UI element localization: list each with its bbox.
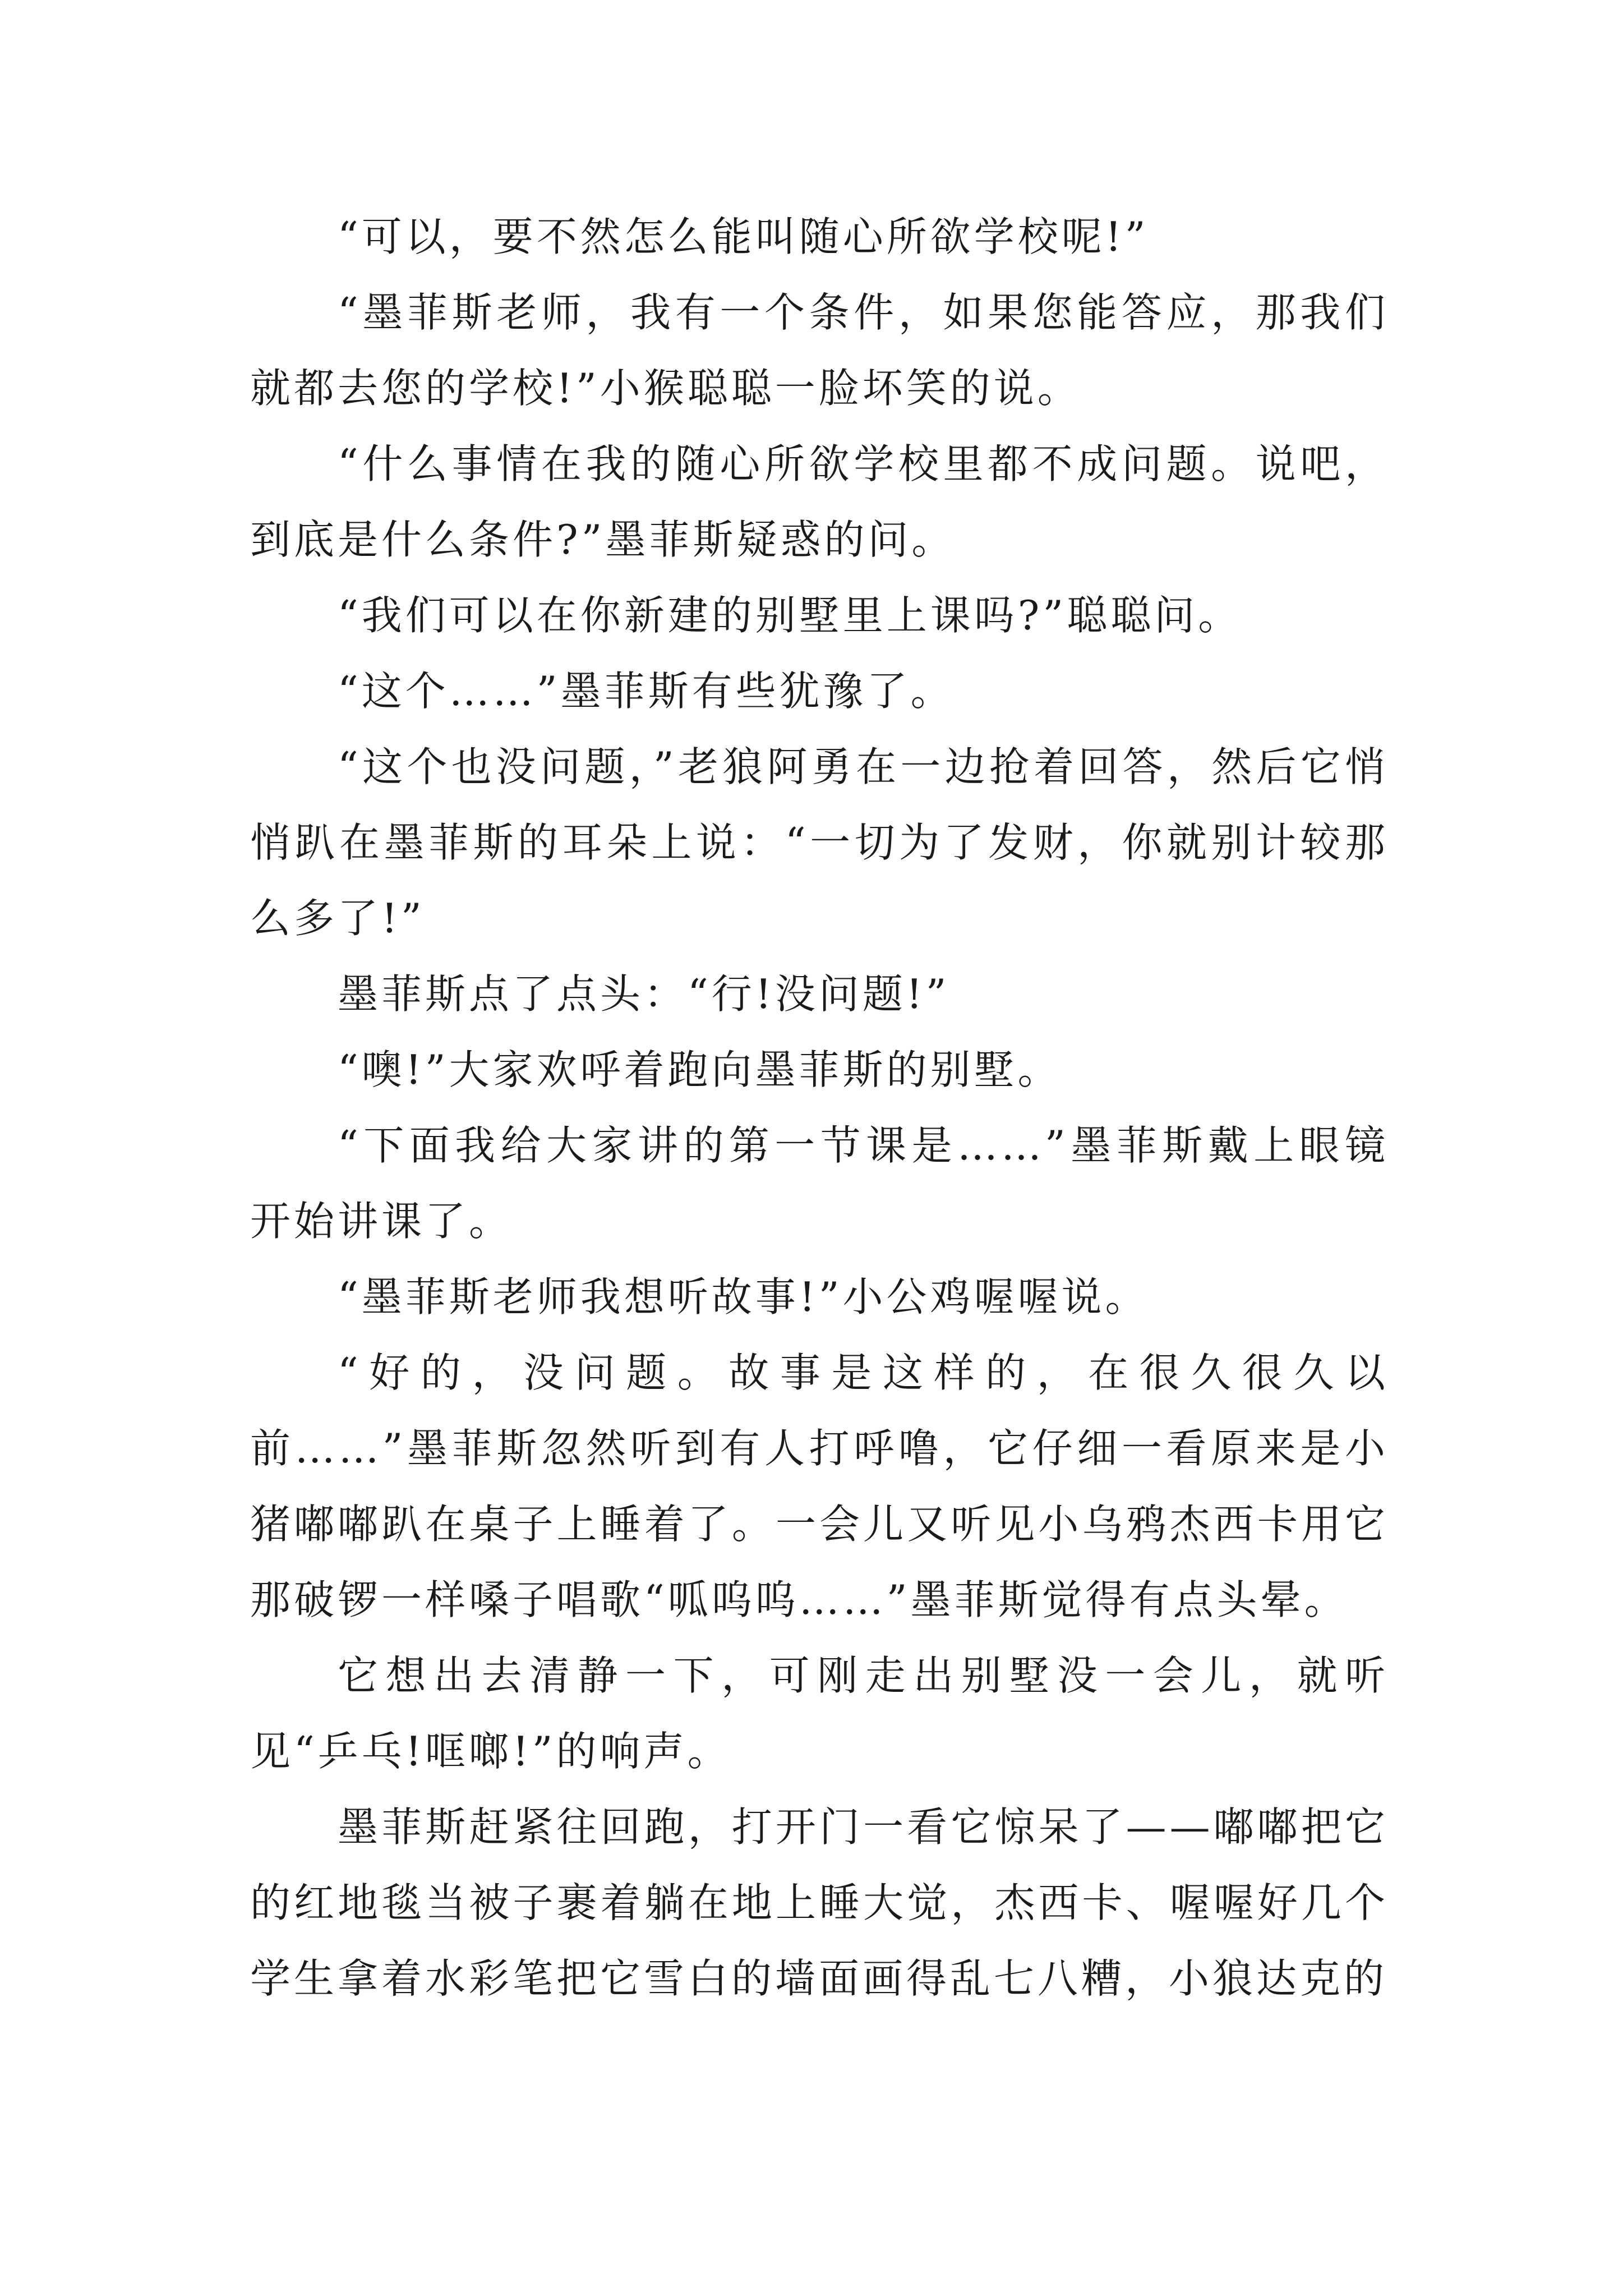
paragraph-8: “噢!”大家欢呼着跑向墨菲斯的别墅。 — [338, 1046, 1062, 1093]
story-text — [250, 199, 1389, 2017]
paragraph-11: “好的，没问题。故事是这样的，在很久很久以前……”墨菲斯忽然听到有人打呼噜，它仔细一看原来是小猪嘟嘟趴在桌子上睡着了。一会儿又听见小乌鸦杰西卡用它那破锣一样嗓子唱歌“呱呜呜……”墨菲斯觉得有点头晕。 — [250, 1349, 1389, 1623]
paragraph-7: 墨菲斯点了点头：“行!没问题!” — [338, 970, 950, 1018]
paragraph-6: “这个也没问题，”老狼阿勇在一边抢着回答，然后它悄悄趴在墨菲斯的耳朵上说：“一切为了发财，你就别计较那么多了!” — [250, 743, 1389, 942]
paragraph-12: 它想出去清静一下，可刚走出别墅没一会儿，就听见“乒乓!哐啷!”的响声。 — [250, 1652, 1389, 1775]
paragraph-13: 墨菲斯赶紧往回跑，打开门一看它惊呆了——嘟嘟把它的红地毯当被子裹着躺在地上睡大觉，杰西卡、喔喔好几个学生拿着水彩笔把它雪白的墙面画得乱七八糟，小狼达克的 — [250, 1803, 1389, 2002]
paragraph-2: “墨菲斯老师，我有一个条件，如果您能答应，那我们就都去您的学校!”小猴聪聪一脸坏笑的说。 — [250, 289, 1389, 412]
paragraph-9: “下面我给大家讲的第一节课是……”墨菲斯戴上眼镜开始讲课了。 — [250, 1122, 1389, 1245]
paragraph-10: “墨菲斯老师我想听故事!”小公鸡喔喔说。 — [338, 1273, 1149, 1320]
paragraph-4: “我们可以在你新建的别墅里上课吗?”聪聪问。 — [338, 592, 1242, 639]
paragraph-3: “什么事情在我的随心所欲学校里都不成问题。说吧，到底是什么条件?”墨菲斯疑惑的问。 — [250, 440, 1389, 563]
paragraph-5: “这个……”墨菲斯有些犹豫了。 — [338, 668, 955, 715]
paragraph-1: “可以，要不然怎么能叫随心所欲学校呢!” — [338, 213, 1149, 260]
